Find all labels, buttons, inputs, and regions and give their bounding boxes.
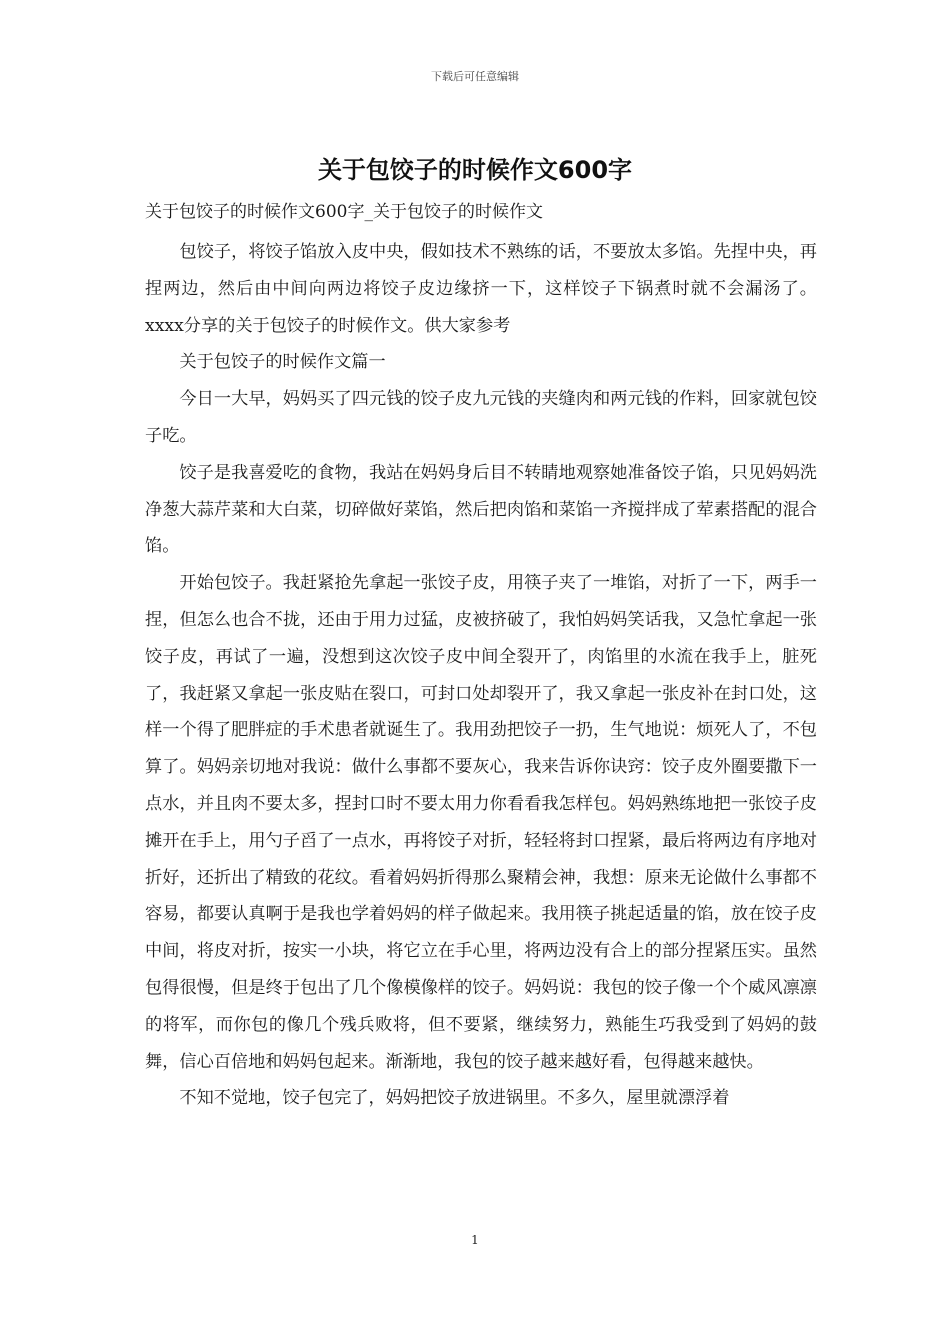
section-heading: 关于包饺子的时候作文篇一 bbox=[179, 352, 386, 373]
paragraph: 今日一大早，妈妈买了四元钱的饺子皮九元钱的夹缝肉和两元钱的作料，回家就包饺子吃。 bbox=[145, 389, 817, 446]
paragraph: 不知不觉地，饺子包完了，妈妈把饺子放进锅里。不多久，屋里就漂浮着 bbox=[179, 1088, 730, 1109]
paragraph: 包饺子，将饺子馅放入皮中央，假如技术不熟练的话，不要放太多馅。先捏中央，再捏两边，然后由中间向两边将饺子皮边缘挤一下，这样饺子下锅煮时就不会漏汤了。xxxx分享的关于包饺子的时候作文。供大家参考 bbox=[145, 242, 817, 336]
document-title: 关于包饺子的时候作文600字 bbox=[317, 156, 633, 184]
paragraph: 饺子是我喜爱吃的食物，我站在妈妈身后目不转睛地观察她准备饺子馅，只见妈妈洗净葱大蒜芹菜和大白菜，切碎做好菜馅，然后把肉馅和菜馅一齐搅拌成了荤素搭配的混合馅。 bbox=[145, 462, 817, 557]
document-subtitle: 关于包饺子的时候作文600字_关于包饺子的时候作文 bbox=[145, 202, 543, 222]
document-body bbox=[145, 234, 817, 1117]
page-number: 1 bbox=[471, 1233, 479, 1247]
header-note: 下载后可任意编辑 bbox=[431, 70, 519, 83]
paragraph: 开始包饺子。我赶紧抢先拿起一张饺子皮，用筷子夹了一堆馅，对折了一下，两手一捏，但怎么也合不拢，还由于用力过猛，皮被挤破了，我怕妈妈笑话我，又急忙拿起一张饺子皮，再试了一遍，没想到这次饺子皮中间全裂开了，肉馅里的水流在我手上，脏死了，我赶紧又拿起一张皮贴在裂口，可封口处却裂开了，我又拿起一张皮补在封口处，这样一个得了肥胖症的手术患者就诞生了。我用劲把饺子一扔，生气地说：烦死人了，不包算了。妈妈亲切地对我说：做什么事都不要灰心，我来告诉你诀窍：饺子皮外圈要撒下一点水，并且肉不要太多，捏封口时不要太用力你看看我怎样包。妈妈熟练地把一张饺子皮摊开在手上，用勺子舀了一点水，再将饺子对折，轻轻将封口捏紧，最后将两边有序地对折好，还折出了精致的花纹。看着妈妈折得那么聚精会神，我想：原来无论做什么事都不容易，都要认真啊于是我也学着妈妈的样子做起来。我用筷子挑起适量的馅，放在饺子皮中间，将皮对折，按实一小块，将它立在手心里，将两边没有合上的部分捏紧压实。虽然包得很慢，但是终于包出了几个像模像样的饺子。妈妈说：我包的饺子像一个个威风凛凛的将军，而你包的像几个残兵败将，但不要紧，继续努力，熟能生巧我受到了妈妈的鼓舞，信心百倍地和妈妈包起来。渐渐地，我包的饺子越来越好看，包得越来越快。 bbox=[145, 573, 817, 1072]
